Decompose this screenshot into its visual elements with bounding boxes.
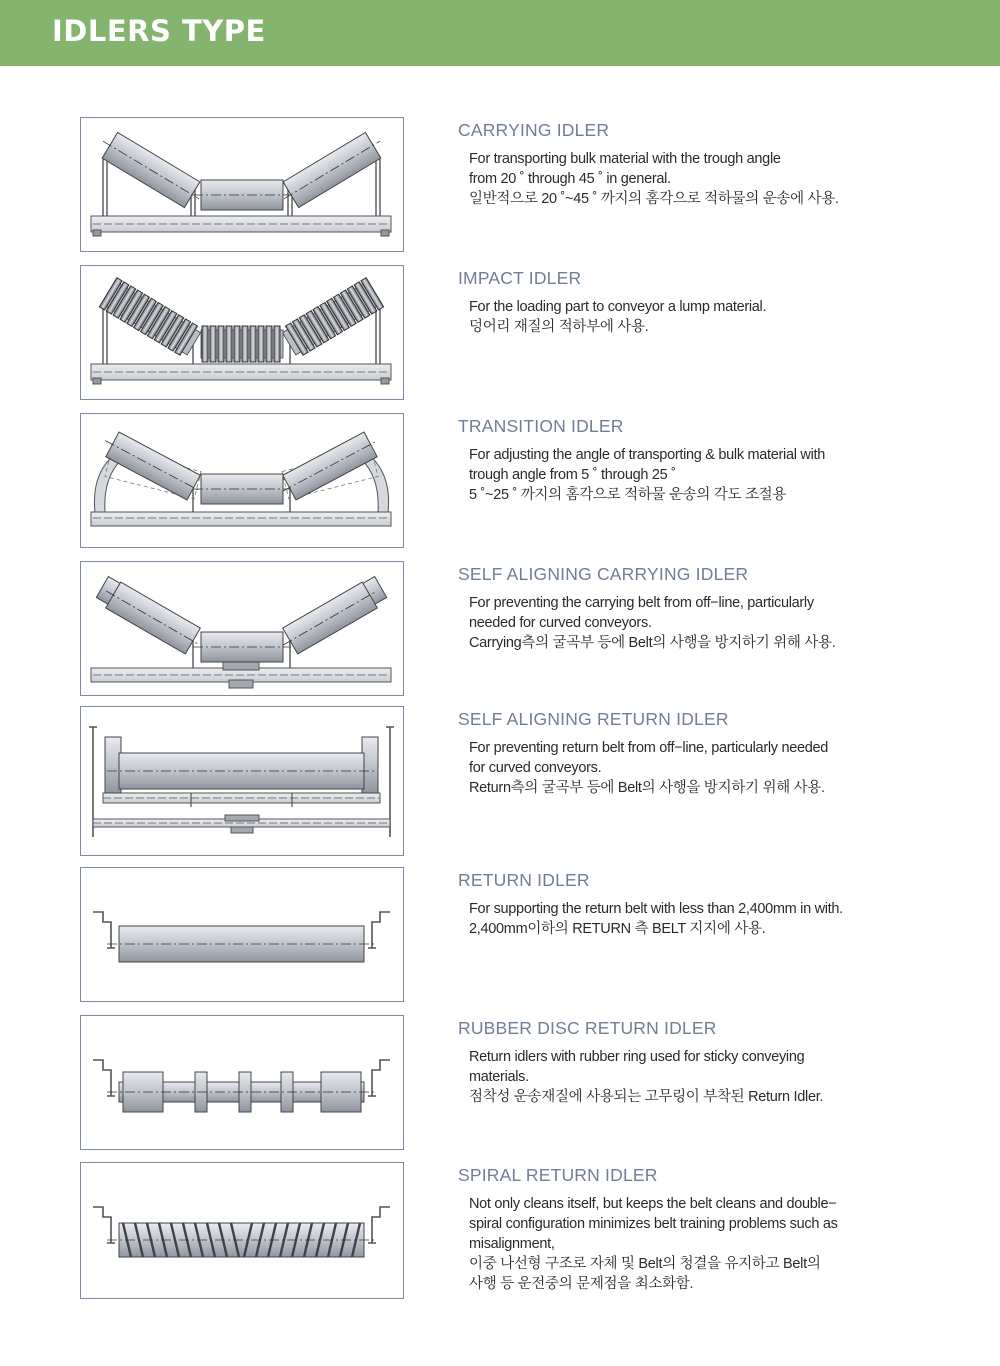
idler-description — [469, 1194, 909, 1294]
idler-title: SELF ALIGNING CARRYING IDLER — [458, 564, 749, 584]
idler-title: RUBBER DISC RETURN IDLER — [458, 1018, 717, 1038]
carrying-idler-figure — [80, 117, 404, 252]
description-line: 덩어리 재질의 적하부에 사용. — [469, 319, 649, 335]
description-line: 일반적으로 20 ˚~45 ˚ 까지의 홈각으로 적하물의 운송에 사용. — [469, 191, 839, 207]
idler-item-self-aligning-return — [0, 706, 1000, 844]
rubber-disc-return-idler-drawing — [81, 1016, 402, 1148]
description-line: For preventing the carrying belt from off−line, particularly — [469, 595, 814, 611]
description-line: spiral configuration minimizes belt training problems such as — [469, 1216, 838, 1232]
description-line: For preventing return belt from off−line, particularly needed — [469, 740, 829, 756]
description-line: 점착성 운송재질에 사용되는 고무링이 부착된 Return Idler. — [469, 1089, 824, 1105]
description-line: from 20 ˚ through 45 ˚ in general. — [469, 171, 671, 187]
page-title: IDLERS TYPE — [52, 14, 266, 48]
description-line: For adjusting the angle of transporting & bulk material with — [469, 447, 825, 463]
idler-description — [469, 149, 909, 209]
idler-title: RETURN IDLER — [458, 870, 590, 890]
idler-description — [469, 593, 909, 653]
spiral-return-idler-figure — [80, 1162, 404, 1299]
description-line: 사행 등 운전중의 문제점을 최소화함. — [469, 1276, 694, 1292]
description-line: materials. — [469, 1069, 529, 1085]
description-line: for curved conveyors. — [469, 760, 602, 776]
idler-description — [469, 738, 909, 798]
idler-description — [469, 1047, 909, 1107]
self-aligning-carrying-idler-figure — [80, 561, 404, 696]
idler-title: TRANSITION IDLER — [458, 416, 624, 436]
description-line: For transporting bulk material with the trough angle — [469, 151, 781, 167]
idler-description — [469, 445, 909, 505]
self-aligning-return-idler-drawing — [81, 707, 402, 854]
description-line: trough angle from 5 ˚ through 25 ˚ — [469, 467, 676, 483]
transition-idler-drawing — [81, 414, 402, 546]
description-line: Return idlers with rubber ring used for sticky conveying — [469, 1049, 805, 1065]
idler-title: SPIRAL RETURN IDLER — [458, 1165, 658, 1185]
idler-item-carrying — [0, 117, 1000, 255]
self-aligning-carrying-idler-drawing — [81, 562, 402, 694]
impact-idler-figure — [80, 265, 404, 400]
description-line: 5 ˚~25 ˚ 까지의 홈각으로 적하물 운송의 각도 조절용 — [469, 487, 787, 503]
rubber-disc-return-idler-figure — [80, 1015, 404, 1150]
idler-title: SELF ALIGNING RETURN IDLER — [458, 709, 729, 729]
description-line: 2,400mm이하의 RETURN 측 BELT 지지에 사용. — [469, 921, 766, 937]
transition-idler-figure — [80, 413, 404, 548]
description-line: For the loading part to conveyor a lump material. — [469, 299, 767, 315]
idler-description — [469, 297, 909, 337]
impact-idler-drawing — [81, 266, 402, 398]
description-line: Return측의 굴곡부 등에 Belt의 사행을 방지하기 위해 사용. — [469, 780, 825, 796]
idler-item-transition — [0, 413, 1000, 551]
idler-description — [469, 899, 909, 939]
description-line: For supporting the return belt with less than 2,400mm in with. — [469, 901, 843, 917]
carrying-idler-drawing — [81, 118, 402, 250]
self-aligning-return-idler-figure — [80, 706, 404, 856]
idler-item-self-aligning-carrying — [0, 561, 1000, 699]
spiral-return-idler-drawing — [81, 1163, 402, 1297]
return-idler-figure — [80, 867, 404, 1002]
description-line: 이중 나선형 구조로 자체 및 Belt의 청결을 유지하고 Belt의 — [469, 1256, 821, 1272]
description-line: misalignment, — [469, 1236, 555, 1252]
idler-item-return — [0, 867, 1000, 1005]
idler-title: IMPACT IDLER — [458, 268, 582, 288]
idler-title: CARRYING IDLER — [458, 120, 610, 140]
description-line: needed for curved conveyors. — [469, 615, 652, 631]
idler-item-impact — [0, 265, 1000, 403]
idler-item-rubber-disc-return — [0, 1015, 1000, 1153]
description-line: Carrying측의 굴곡부 등에 Belt의 사행을 방지하기 위해 사용. — [469, 635, 836, 651]
description-line: Not only cleans itself, but keeps the belt cleans and double− — [469, 1196, 837, 1212]
idler-item-spiral-return — [0, 1162, 1000, 1300]
page-header — [0, 0, 1000, 66]
return-idler-drawing — [81, 868, 402, 1000]
